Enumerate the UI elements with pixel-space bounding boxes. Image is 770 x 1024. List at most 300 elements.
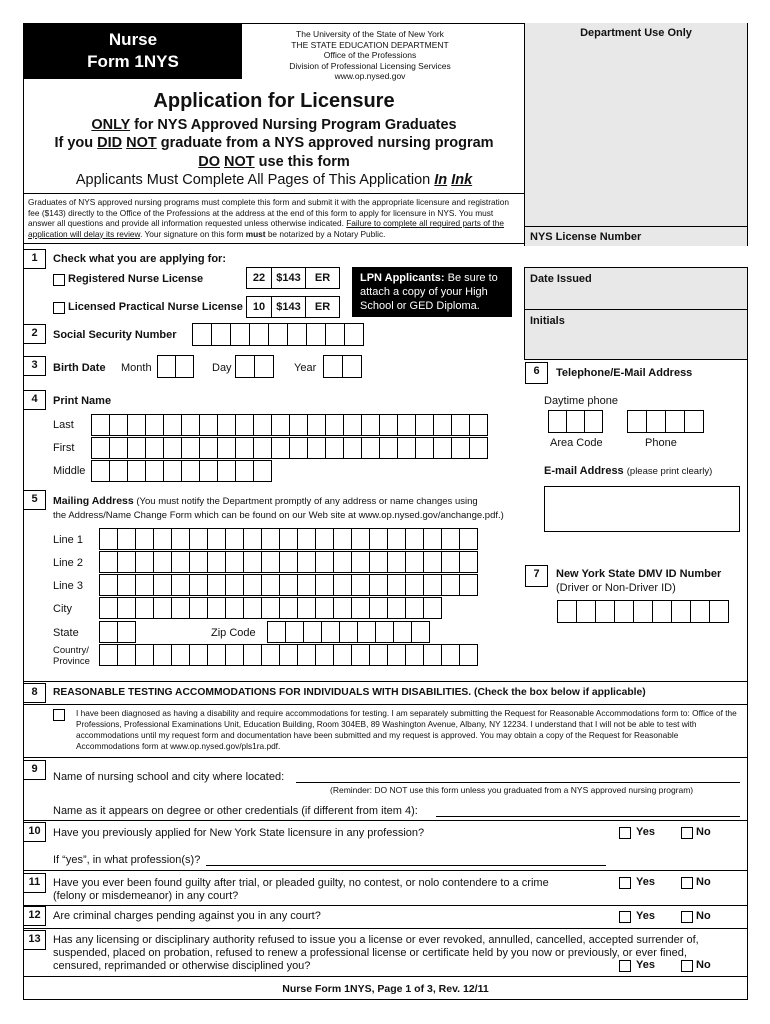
lpn-license-checkbox[interactable] [53,302,65,314]
q12-no-label: No [696,910,711,922]
day-boxes[interactable] [235,355,273,378]
char-box[interactable] [297,528,316,550]
char-box[interactable] [225,574,244,596]
char-box[interactable] [441,528,460,550]
char-box[interactable] [235,437,254,459]
month-boxes[interactable] [157,355,193,378]
country-boxes[interactable] [99,644,477,666]
char-box[interactable] [99,621,118,643]
char-box[interactable] [665,410,685,433]
char-box[interactable] [243,551,262,573]
char-box[interactable] [646,410,666,433]
address-line2-boxes[interactable] [99,551,477,573]
q13-no-checkbox[interactable] [681,960,693,972]
char-box[interactable] [189,644,208,666]
dmv-label: New York State DMV ID Number [556,568,722,580]
char-box[interactable] [117,597,136,619]
char-box[interactable] [163,437,182,459]
char-box[interactable] [91,437,110,459]
char-box[interactable] [333,597,352,619]
char-box[interactable] [369,528,388,550]
char-box[interactable] [249,323,269,346]
char-box[interactable] [135,597,154,619]
char-box[interactable] [279,528,298,550]
char-box[interactable] [91,414,110,436]
char-box[interactable] [109,437,128,459]
char-box[interactable] [379,414,398,436]
month-label: Month [121,362,152,374]
q13-yes-checkbox[interactable] [619,960,631,972]
char-box[interactable] [323,355,343,378]
char-box[interactable] [627,410,647,433]
char-box[interactable] [109,460,128,482]
char-box[interactable] [411,621,430,643]
intro-paragraph: Graduates of NYS approved nursing programs must complete this form and submit it with the appropriate licensure and registration fee ($143) directly to the Office of the Professions at the address at the end of this form to apply for licensure in NYS. You must answer all questions and provide all information requested unless otherwise indicated. Failure to complete all required parts of the application will delay its review. Your signature on this form must be notarized by a Notary Public. [28,197,509,239]
char-box[interactable] [333,644,352,666]
char-box[interactable] [333,551,352,573]
mailing-address-label: Mailing Address (You must notify the Department promptly of any address or name changes using [53,495,478,507]
char-box[interactable] [351,574,370,596]
address-line3-boxes[interactable] [99,574,477,596]
agency-line: www.op.nysed.gov [334,71,406,81]
initials-label: Initials [530,315,565,327]
char-box[interactable] [315,597,334,619]
char-box[interactable] [117,621,136,643]
char-box[interactable] [157,355,176,378]
form-title-line2: Form 1NYS [87,52,179,71]
char-box[interactable] [423,551,442,573]
last-name-label: Last [53,419,74,431]
char-box[interactable] [369,551,388,573]
char-box[interactable] [357,621,376,643]
char-box[interactable] [423,574,442,596]
char-box[interactable] [369,574,388,596]
day-label: Day [212,362,232,374]
char-box[interactable] [189,574,208,596]
subtitle-did-not: If you DID NOT graduate from a NYS approved nursing program [54,135,494,151]
agency-line: The University of the State of New York [296,29,444,39]
char-box[interactable] [145,460,164,482]
char-box[interactable] [153,551,172,573]
char-box[interactable] [279,644,298,666]
char-box[interactable] [217,437,236,459]
char-box[interactable] [217,414,236,436]
char-box[interactable] [253,414,272,436]
char-box[interactable] [243,528,262,550]
state-label: State [53,627,79,639]
city-boxes[interactable] [99,597,441,619]
char-box[interactable] [99,528,118,550]
char-box[interactable] [433,437,452,459]
section-number-6: 6 [525,362,548,384]
char-box[interactable] [271,414,290,436]
char-box[interactable] [343,414,362,436]
char-box[interactable] [285,621,304,643]
area-code-boxes[interactable] [548,410,602,433]
char-box[interactable] [135,551,154,573]
char-box[interactable] [333,528,352,550]
char-box[interactable] [207,528,226,550]
section1-title: Check what you are applying for: [53,253,226,265]
address-line1-boxes[interactable] [99,528,477,550]
char-box[interactable] [315,574,334,596]
char-box[interactable] [127,460,146,482]
license-number-field [524,246,748,268]
char-box[interactable] [289,414,308,436]
char-box[interactable] [99,597,118,619]
char-box[interactable] [225,551,244,573]
q10-profession-field[interactable] [206,865,606,866]
q10-text: Have you previously applied for New York State licensure in any profession? [53,827,425,839]
char-box[interactable] [557,600,577,623]
char-box[interactable] [171,551,190,573]
char-box[interactable] [243,597,262,619]
char-box[interactable] [451,414,470,436]
zip-label: Zip Code [211,627,256,639]
char-box[interactable] [351,644,370,666]
char-box[interactable] [548,410,567,433]
char-box[interactable] [127,414,146,436]
char-box[interactable] [145,414,164,436]
dmv-id-boxes[interactable] [557,600,728,623]
email-field[interactable] [544,486,740,532]
char-box[interactable] [415,414,434,436]
char-box[interactable] [225,597,244,619]
char-box[interactable] [375,621,394,643]
char-box[interactable] [279,551,298,573]
q12-yes-checkbox[interactable] [619,911,631,923]
char-box[interactable] [261,551,280,573]
char-box[interactable] [181,437,200,459]
char-box[interactable] [614,600,634,623]
char-box[interactable] [325,414,344,436]
q10-yes-checkbox[interactable] [619,827,631,839]
char-box[interactable] [207,574,226,596]
license-number-label: NYS License Number [530,231,642,243]
char-box[interactable] [387,597,406,619]
char-box[interactable] [189,551,208,573]
char-box[interactable] [99,551,118,573]
char-box[interactable] [344,323,364,346]
char-box[interactable] [303,621,322,643]
char-box[interactable] [405,574,424,596]
char-box[interactable] [361,414,380,436]
q11-no-checkbox[interactable] [681,877,693,889]
char-box[interactable] [153,644,172,666]
agency-block [255,29,485,82]
char-box[interactable] [351,528,370,550]
char-box[interactable] [287,323,307,346]
ssn-label: Social Security Number [53,329,177,341]
middle-name-boxes[interactable] [91,460,271,482]
char-box[interactable] [361,437,380,459]
first-name-boxes[interactable] [91,437,487,459]
char-box[interactable] [91,460,110,482]
char-box[interactable] [595,600,615,623]
char-box[interactable] [297,551,316,573]
char-box[interactable] [387,574,406,596]
char-box[interactable] [192,323,212,346]
char-box[interactable] [207,597,226,619]
page-footer: Nurse Form 1NYS, Page 1 of 3, Rev. 12/11 [282,983,489,995]
char-box[interactable] [99,574,118,596]
char-box[interactable] [117,551,136,573]
char-box[interactable] [230,323,250,346]
char-box[interactable] [321,621,340,643]
char-box[interactable] [315,528,334,550]
char-box[interactable] [253,460,272,482]
daytime-phone-label: Daytime phone [544,395,618,407]
school-reminder: (Reminder: DO NOT use this form unless you graduated from a NYS approved nursing program) [330,785,694,795]
q10-if-yes-label: If “yes”, in what profession(s)? [53,854,201,866]
dmv-sublabel: (Driver or Non-Driver ID) [556,582,676,594]
section-number-3: 3 [23,356,46,376]
date-issued-label: Date Issued [530,273,592,285]
char-box[interactable] [709,600,729,623]
phone-boxes[interactable] [627,410,703,433]
char-box[interactable] [235,460,254,482]
phone-label: Phone [645,437,677,449]
char-box[interactable] [566,410,585,433]
char-box[interactable] [243,644,262,666]
char-box[interactable] [153,528,172,550]
char-box[interactable] [171,528,190,550]
degree-name-field[interactable] [436,816,740,817]
char-box[interactable] [171,574,190,596]
page-title: Application for Licensure [153,90,395,112]
char-box[interactable] [459,644,478,666]
lpn-license-label: Licensed Practical Nurse License [68,301,243,313]
char-box[interactable] [351,597,370,619]
char-box[interactable] [441,644,460,666]
char-box[interactable] [671,600,691,623]
char-box[interactable] [153,597,172,619]
char-box[interactable] [135,574,154,596]
area-code-label: Area Code [550,437,603,449]
lpn-er: ER [305,296,340,318]
char-box[interactable] [225,528,244,550]
middle-name-label: Middle [53,465,86,477]
char-box[interactable] [135,528,154,550]
char-box[interactable] [181,460,200,482]
char-box[interactable] [189,528,208,550]
q13-no-label: No [696,959,711,971]
char-box[interactable] [405,597,424,619]
char-box[interactable] [423,528,442,550]
char-box[interactable] [109,414,128,436]
line2-label: Line 2 [53,557,83,569]
char-box[interactable] [441,551,460,573]
char-box[interactable] [271,437,290,459]
degree-name-label: Name as it appears on degree or other credentials (if different from item 4): [53,805,418,817]
char-box[interactable] [145,437,164,459]
char-box[interactable] [217,460,236,482]
char-box[interactable] [207,551,226,573]
char-box[interactable] [423,644,442,666]
char-box[interactable] [254,355,274,378]
char-box[interactable] [306,323,326,346]
rn-fee: $143 [271,267,306,289]
subtitle-ink: Applicants Must Complete All Pages of This Application In Ink [75,172,473,188]
q11-yes-checkbox[interactable] [619,877,631,889]
char-box[interactable] [297,644,316,666]
rn-license-checkbox[interactable] [53,274,65,286]
char-box[interactable] [652,600,672,623]
q11-yes-label: Yes [636,876,655,888]
char-box[interactable] [135,644,154,666]
char-box[interactable] [393,621,412,643]
char-box[interactable] [387,528,406,550]
char-box[interactable] [261,644,280,666]
char-box[interactable] [207,644,226,666]
char-box[interactable] [175,355,194,378]
char-box[interactable] [459,551,478,573]
char-box[interactable] [199,460,218,482]
char-box[interactable] [684,410,704,433]
char-box[interactable] [199,437,218,459]
char-box[interactable] [171,644,190,666]
char-box[interactable] [469,414,488,436]
char-box[interactable] [584,410,603,433]
zip-boxes[interactable] [267,621,429,643]
birth-date-label: Birth Date [53,362,106,374]
first-name-label: First [53,442,75,454]
char-box[interactable] [315,551,334,573]
char-box[interactable] [325,323,345,346]
char-box[interactable] [633,600,653,623]
lpn-fee: $143 [271,296,306,318]
char-box[interactable] [279,597,298,619]
school-label: Name of nursing school and city where located: [53,771,285,783]
section-number-2: 2 [23,324,46,344]
char-box[interactable] [211,323,231,346]
q10-no-checkbox[interactable] [681,827,693,839]
year-label: Year [294,362,317,374]
char-box[interactable] [99,644,118,666]
char-box[interactable] [690,600,710,623]
subtitle-only: ONLY for NYS Approved Nursing Program Graduates [91,117,457,133]
subtitle-do-not: DO NOT use this form [198,154,350,170]
mailing-address-note: the Address/Name Change Form which can be found on our Web site at www.op.nysed.gov/anchange.pdf.) [53,510,504,521]
char-box[interactable] [423,597,442,619]
char-box[interactable] [243,574,262,596]
line3-label: Line 3 [53,580,83,592]
char-box[interactable] [199,414,218,436]
year-boxes[interactable] [323,355,361,378]
q12-no-checkbox[interactable] [681,911,693,923]
char-box[interactable] [307,437,326,459]
accommodations-title: REASONABLE TESTING ACCOMMODATIONS FOR INDIVIDUALS WITH DISABILITIES. (Check the box below if applicable) [53,687,646,698]
lpn-code: 10 [246,296,272,318]
char-box[interactable] [469,437,488,459]
last-name-boxes[interactable] [91,414,487,436]
char-box[interactable] [387,644,406,666]
char-box[interactable] [235,414,254,436]
char-box[interactable] [189,597,208,619]
char-box[interactable] [297,574,316,596]
char-box[interactable] [307,414,326,436]
char-box[interactable] [325,437,344,459]
lpn-note: LPN Applicants: Be sure to attach a copy of your High School or GED Diploma. [352,267,512,317]
char-box[interactable] [289,437,308,459]
section-number-11: 11 [23,873,46,893]
char-box[interactable] [279,574,298,596]
char-box[interactable] [117,644,136,666]
char-box[interactable] [163,414,182,436]
section-number-9: 9 [23,760,46,780]
section-number-1: 1 [23,249,46,269]
char-box[interactable] [433,414,452,436]
q10-no-label: No [696,826,711,838]
state-boxes[interactable] [99,621,135,643]
char-box[interactable] [459,528,478,550]
line1-label: Line 1 [53,534,83,546]
char-box[interactable] [297,597,316,619]
char-box[interactable] [163,460,182,482]
char-box[interactable] [261,597,280,619]
char-box[interactable] [225,644,244,666]
char-box[interactable] [387,551,406,573]
char-box[interactable] [153,574,172,596]
char-box[interactable] [405,528,424,550]
char-box[interactable] [369,597,388,619]
char-box[interactable] [315,644,334,666]
ssn-boxes[interactable] [192,323,363,346]
char-box[interactable] [261,528,280,550]
char-box[interactable] [397,414,416,436]
char-box[interactable] [235,355,255,378]
char-box[interactable] [333,574,352,596]
char-box[interactable] [379,437,398,459]
char-box[interactable] [441,574,460,596]
char-box[interactable] [405,551,424,573]
char-box[interactable] [405,644,424,666]
char-box[interactable] [339,621,358,643]
char-box[interactable] [459,574,478,596]
char-box[interactable] [343,437,362,459]
char-box[interactable] [181,414,200,436]
char-box[interactable] [171,597,190,619]
char-box[interactable] [576,600,596,623]
school-field[interactable] [296,782,740,783]
section-number-8: 8 [23,683,46,703]
section-number-13: 13 [23,930,46,950]
q11-text: Have you ever been found guilty after trial, or pleaded guilty, no contest, or nolo contendere to a crime (felony or misdemeanor) in any court? [53,877,549,902]
char-box[interactable] [127,437,146,459]
agency-line: THE STATE EDUCATION DEPARTMENT [291,39,449,50]
char-box[interactable] [351,551,370,573]
char-box[interactable] [268,323,288,346]
telephone-email-label: Telephone/E-Mail Address [556,367,693,379]
char-box[interactable] [267,621,286,643]
char-box[interactable] [415,437,434,459]
char-box[interactable] [397,437,416,459]
q12-text: Are criminal charges pending against you in any court? [53,910,321,922]
char-box[interactable] [117,574,136,596]
section-number-10: 10 [23,822,46,842]
q13-text: Has any licensing or disciplinary authority refused to issue you a license or ever revoked, annulled, cancelled, accepted surrender of, suspended, placed on probation, refused to renew a professional license or certificate held by you now or previously, or ever fined, censured, reprimanded or otherwise disciplined you? [53,934,699,972]
char-box[interactable] [117,528,136,550]
department-use-title: Department Use Only [580,27,692,39]
char-box[interactable] [451,437,470,459]
accommodations-checkbox[interactable] [53,709,65,721]
char-box[interactable] [253,437,272,459]
rn-er: ER [305,267,340,289]
char-box[interactable] [342,355,362,378]
accommodations-text: I have been diagnosed as having a disability and require accommodations for testing. I am separately submitting the Request for Reasonable Accommodations form to: Office of the Professions, Professional Examinations Unit, Education Building, Room 304EB, 89 Washington Avenue, Albany, NY 12234. I understand that I will not be able to test with accommodations until my request form and documentation have been submitted and my request is approved. You may obtain a copy of the Request for Reasonable Accommodations form at www.op.nysed.gov/pls1ra.pdf. [76,708,737,751]
char-box[interactable] [369,644,388,666]
char-box[interactable] [261,574,280,596]
